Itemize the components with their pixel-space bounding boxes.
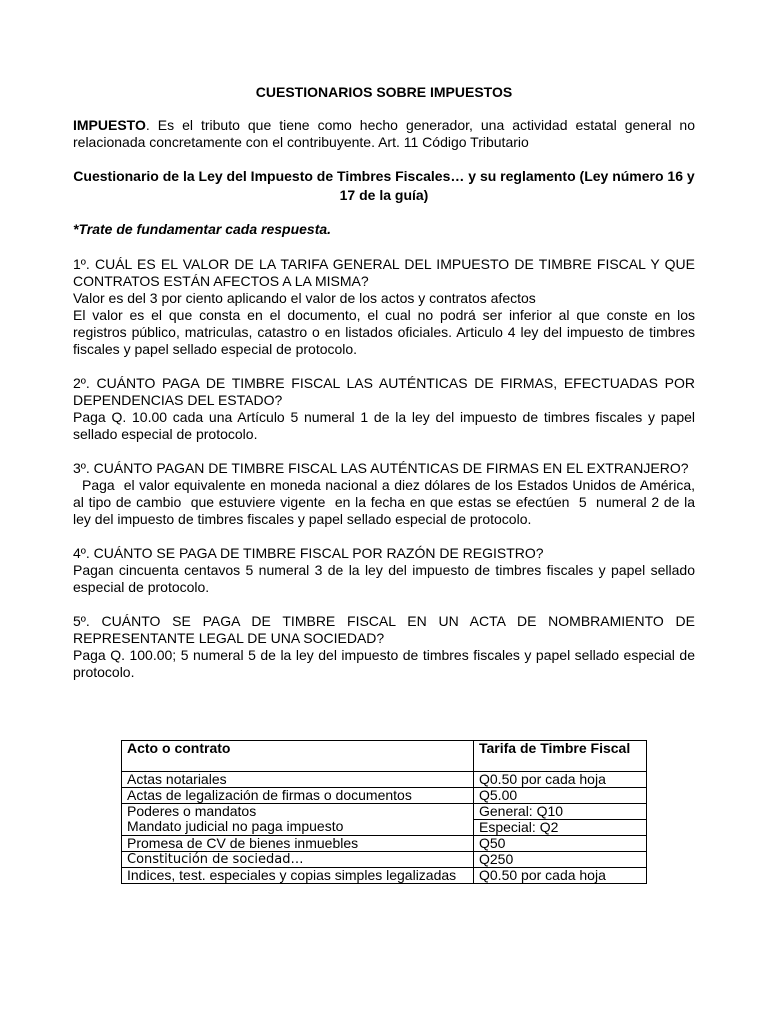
table-cell-line: Mandato judicial no paga impuesto	[127, 818, 344, 834]
table-cell: Promesa de CV de bienes inmuebles	[122, 836, 474, 852]
question-block-3	[73, 460, 699, 528]
table-cell: Indices, test. especiales y copias simples legalizadas	[122, 868, 474, 884]
table-cell: Q5.00	[474, 788, 647, 804]
table-cell: Constitución de sociedad…	[122, 852, 474, 868]
table-cell: Actas de legalización de firmas o documentos	[122, 788, 474, 804]
table-cell	[122, 804, 474, 836]
table-row	[122, 804, 647, 836]
table-row	[122, 852, 647, 868]
answer-text: Valor es del 3 por ciento aplicando el valor de los actos y contratos afectos	[73, 290, 536, 306]
table-header-cell: Tarifa de Timbre Fiscal	[474, 741, 647, 772]
instruction-note: *Trate de fundamentar cada respuesta.	[73, 221, 332, 237]
table-cell: Actas notariales	[122, 772, 474, 788]
questionnaire-subtitle: Cuestionario de la Ley del Impuesto de Timbres Fiscales… y su reglamento (Ley número 16 y 17 de la guía)	[73, 168, 695, 203]
page-title: CUESTIONARIOS SOBRE IMPUESTOS	[255, 84, 513, 100]
answer-text: Paga Q. 100.00; 5 numeral 5 de la ley del impuesto de timbres fiscales y papel sellado especial de protocolo.	[73, 647, 695, 680]
question-block-2	[73, 375, 695, 443]
question-block-4	[73, 545, 695, 596]
question-text: 2º. CUÁNTO PAGA DE TIMBRE FISCAL LAS AUTÉNTICAS DE FIRMAS, EFECTUADAS POR DEPENDENCIAS DEL ESTADO?	[73, 375, 695, 408]
question-block-5	[73, 613, 695, 681]
answer-text: El valor es el que consta en el documento, el cual no podrá ser inferior al que conste en los registros público, matriculas, catastro o en listados oficiales. Articulo 4 ley del impuesto de timbres fiscales y papel sellado especial de protocolo.	[73, 307, 695, 357]
table-row	[122, 836, 647, 852]
table-row	[122, 772, 647, 788]
answer-text: Paga Q. 10.00 cada una Artículo 5 numeral 1 de la ley del impuesto de timbres fiscales y papel sellado especial de protocolo.	[73, 409, 695, 442]
table-row	[122, 868, 647, 884]
question-text: 4º. CUÁNTO SE PAGA DE TIMBRE FISCAL POR RAZÓN DE REGISTRO?	[73, 545, 544, 561]
table-cell: Q0.50 por cada hoja	[474, 772, 647, 788]
table-cell: Q50	[474, 836, 647, 852]
intro-term: IMPUESTO	[73, 117, 146, 133]
intro-paragraph	[73, 117, 695, 151]
table-cell-line: General: Q10	[474, 804, 646, 820]
question-text: 3º. CUÁNTO PAGAN DE TIMBRE FISCAL LAS AUTÉNTICAS DE FIRMAS EN EL EXTRANJERO?	[73, 460, 689, 476]
question-text: 1º. CUÁL ES EL VALOR DE LA TARIFA GENERAL DEL IMPUESTO DE TIMBRE FISCAL Y QUE CONTRATOS ESTÁN AFECTOS A LA MISMA?	[73, 256, 695, 289]
table-header-row	[122, 741, 647, 772]
table-header-cell: Acto o contrato	[122, 741, 474, 772]
answer-text: Pagan cincuenta centavos 5 numeral 3 de la ley del impuesto de timbres fiscales y papel sellado especial de protocolo.	[73, 562, 695, 595]
question-text: 5º. CUÁNTO SE PAGA DE TIMBRE FISCAL EN UN ACTA DE NOMBRAMIENTO DE REPRESENTANTE LEGAL DE UNA SOCIEDAD?	[73, 613, 695, 646]
answer-text: Paga el valor equivalente en moneda nacional a diez dólares de los Estados Unidos de América, al tipo de cambio que estuviere vigente en la fecha en que estas se efectúen 5 numeral 2 de la ley del impuesto de timbres fiscales y papel sellado especial de protocolo.	[73, 477, 699, 527]
intro-text: . Es el tributo que tiene como hecho generador, una actividad estatal general no relacionada concretamente con el contribuyente. Art. 11 Código Tributario	[73, 117, 695, 150]
table-cell: Q0.50 por cada hoja	[474, 868, 647, 884]
stamp-tax-table	[121, 740, 647, 884]
document-body	[73, 84, 699, 698]
table-row	[122, 788, 647, 804]
table-cell	[474, 804, 647, 836]
table-cell-line: Especial: Q2	[479, 819, 559, 835]
question-block-1	[73, 256, 695, 358]
table-cell-line: Poderes o mandatos	[127, 803, 257, 819]
table-cell: Q250	[474, 852, 647, 868]
